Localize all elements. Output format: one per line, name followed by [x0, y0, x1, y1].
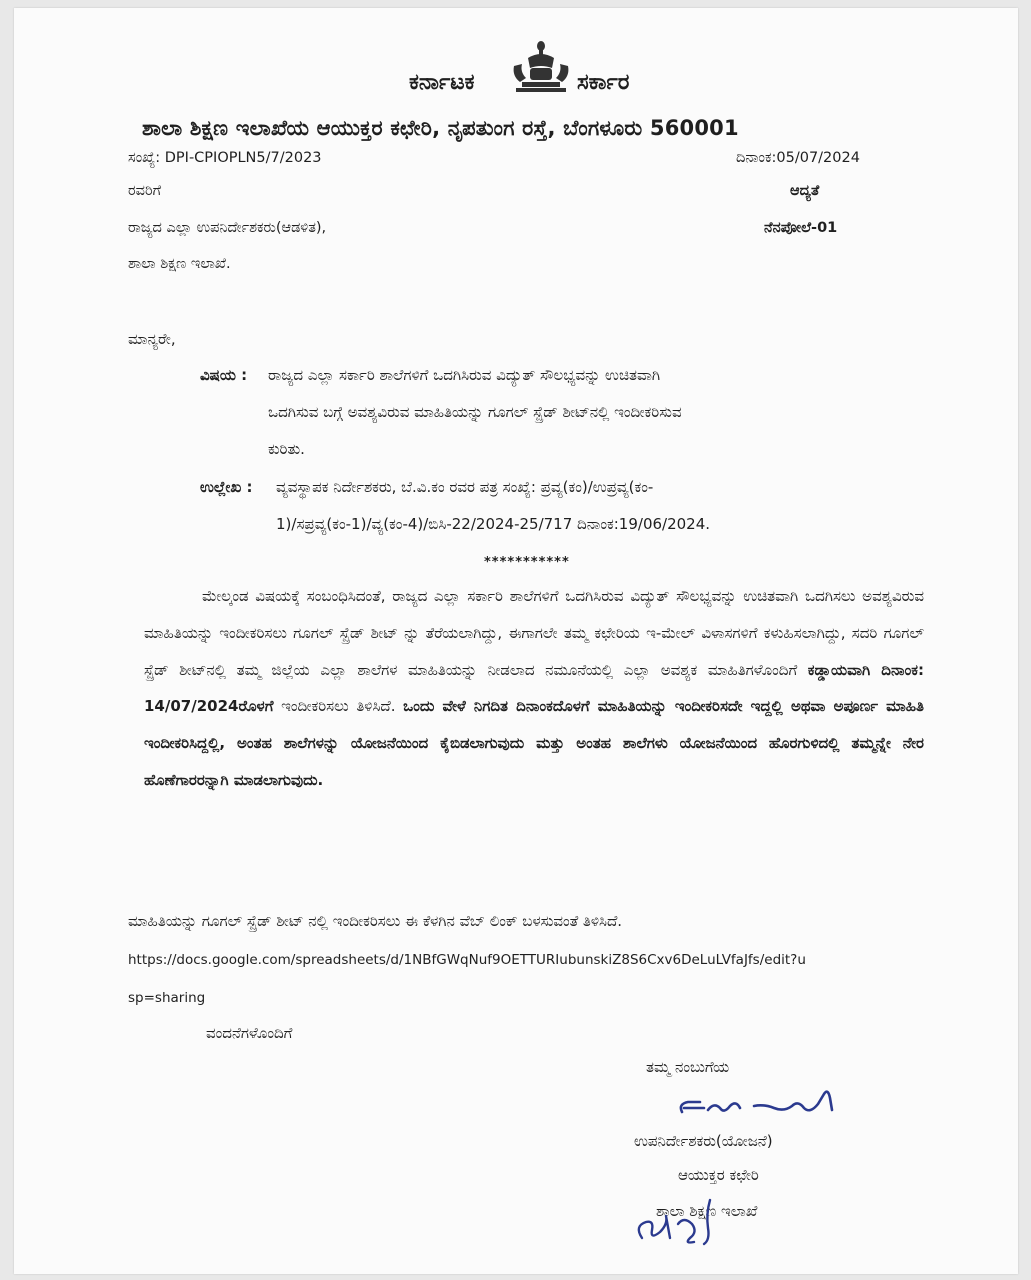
letter-page [14, 8, 1018, 1274]
yours-faithfully: ತಮ್ಮ ನಂಬುಗೆಯ [646, 1058, 730, 1076]
subject-line-2: ಒದಗಿಸುವ ಬಗ್ಗೆ ಅವಶ್ಯವಿರುವ ಮಾಹಿತಿಯನ್ನು ಗೂಗಲ್ ಸ್ಪ್ರೆಡ್ ಶೀಟ್‌ನಲ್ಲಿ ಇಂದೀಕರಿಸುವ [268, 403, 682, 421]
main-paragraph [144, 578, 924, 799]
subject-label: ವಿಷಯ : [200, 366, 248, 384]
reference-line-1: ವ್ಯವಸ್ಥಾಪಕ ನಿರ್ದೇಶಕರು, ಬೆ.ವಿ.ಕಂ ರವರ ಪತ್ರ ಸಂಖ್ಯೆ: ಪ್ರವ್ಯ(ಕಂ)/ಉಪ್ರವ್ಯ(ಕಂ- [276, 478, 654, 496]
signatory-designation: ಉಪನಿರ್ದೇಶಕರು(ಯೋಜನೆ) [634, 1132, 773, 1150]
office-title: ಶಾಲಾ ಶಿಕ್ಷಣ ಇಲಾಖೆಯ ಆಯುಕ್ತರ ಕಛೇರಿ, ನೃಪತುಂಗ ರಸ್ತೆ, ಬೆಂಗಳೂರು 560001 [142, 116, 739, 140]
warning-text: ಒಂದು ವೇಳೆ ನಿಗದಿತ ದಿನಾಂಕದೊಳಗೆ ಮಾಹಿತಿಯನ್ನು ಇಂದೀಕರಿಸದೇ ಇದ್ದಲ್ಲಿ ಅಥವಾ ಅಪೂರ್ಣ ಮಾಹಿತಿ ಇಂದೀಕರಿಸಿದ್ದಲ್ಲಿ, ಅಂತಹ ಶಾಲೆಗಳನ್ನು ಯೋಜನೆಯಿಂದ ಕೈಬಿಡಲಾಗುವುದು ಮತ್ತು ಅಂತಹ ಶಾಲೆಗಳು ಯೋಜನೆಯಿಂದ ಹೊರಗುಳಿದಲ್ಲಿ ತಮ್ಮನ್ನೇ ನೇರ ಹೊಣೆಗಾರರನ್ನಾಗಿ ಮಾಡಲಾಗುವುದು. [144, 697, 924, 789]
reference-number: ಸಂಖ್ಯೆ: DPI-CPIOPLN5/7/2023 [128, 150, 322, 166]
link-intro: ಮಾಹಿತಿಯನ್ನು ಗೂಗಲ್ ಸ್ಪ್ರೆಡ್ ಶೀಟ್ ನಲ್ಲಿ ಇಂದೀಕರಿಸಲು ಈ ಕೆಳಗಿನ ವೆಬ್ ಲಿಂಕ್ ಬಳಸುವಂತೆ ತಿಳಿಸಿದೆ. [128, 912, 623, 930]
from-label: ರವರಿಗೆ [128, 183, 162, 199]
paragraph-text-1: ಮೇಲ್ಕಂಡ ವಿಷಯಕ್ಕೆ ಸಂಬಂಧಿಸಿದಂತೆ, ರಾಜ್ಯದ ಎಲ್ಲಾ ಸರ್ಕಾರಿ ಶಾಲೆಗಳಿಗೆ ಒದಗಿಸಿರುವ ವಿದ್ಯುತ್ ಸೌಲಭ್ಯವನ್ನು ಉಚಿತವಾಗಿ ಒದಗಿಸಲು ಅವಶ್ಯವಿರುವ ಮಾಹಿತಿಯನ್ನು ಇಂದೀಕರಿಸಲು ಗೂಗಲ್ ಸ್ಪ್ರೆಡ್ ಶೀಟ್ ನ್ನು ತೆರೆಯಲಾಗಿದ್ದು, ಈಗಾಗಲೇ ತಮ್ಮ ಕಛೇರಿಯ ಇ-ಮೇಲ್ ವಿಳಾಸಗಳಿಗೆ ಕಳುಹಿಸಲಾಗಿದ್ದು, ಸದರಿ ಗೂಗಲ್ ಸ್ಪ್ರೆಡ್ ಶೀಟ್‌ನಲ್ಲಿ ತಮ್ಮ ಜಿಲ್ಲೆಯ ಎಲ್ಲಾ ಶಾಲೆಗಳ ಮಾಹಿತಿಯನ್ನು ನೀಡಲಾದ ನಮೂನೆಯಲ್ಲಿ ಎಲ್ಲಾ ಅವಶ್ಯಕ ಮಾಹಿತಿಗಳೊಂದಿಗೆ [144, 587, 924, 679]
salutation: ಮಾನ್ಯರೇ, [128, 330, 176, 348]
initials-signature [628, 1194, 732, 1250]
subject-line-3: ಕುರಿತು. [268, 440, 305, 458]
closing: ವಂದನೆಗಳೊಂದಿಗೆ [206, 1024, 293, 1042]
reminder-label: ನೆನಪೋಲೆ-01 [764, 220, 838, 236]
letter-date: ದಿನಾಂಕ:05/07/2024 [736, 150, 860, 166]
handwritten-signature [674, 1084, 850, 1124]
reference-line-2: 1)/ಸಪ್ರವ್ಯ(ಕಂ-1)/ವ್ಯ(ಕಂ-4)/ಬಿಸಿ-22/2024-25/717 ದಿನಾಂಕ:19/06/2024. [276, 515, 711, 533]
paragraph-text-2: ಇಂದೀಕರಿಸಲು ತಿಳಿಸಿದೆ. [273, 697, 404, 716]
subject-line-1: ರಾಜ್ಯದ ಎಲ್ಲಾ ಸರ್ಕಾರಿ ಶಾಲೆಗಳಿಗೆ ಒದಗಿಸಿರುವ ವಿದ್ಯುತ್ ಸೌಲಭ್ಯವನ್ನು ಉಚಿತವಾಗಿ [268, 366, 661, 384]
spreadsheet-link[interactable]: https://docs.google.com/spreadsheets/d/1NBfGWqNuf9OETTURIubunskiZ8S6Cxv6DeLuLVfaJfs/edit?u [128, 952, 806, 968]
deadline-text: ಕಡ್ಡಾಯವಾಗಿ ದಿನಾಂಕ: 14/07/2024ರೊಳಗೆ [144, 660, 924, 716]
priority-label: ಆದ್ಯತೆ [790, 183, 820, 199]
signatory-office: ಆಯುಕ್ತರ ಕಛೇರಿ [678, 1166, 759, 1184]
recipient-line-2: ಶಾಲಾ ಶಿಕ್ಷಣ ಇಲಾಖೆ. [128, 256, 231, 272]
spreadsheet-link-continued[interactable]: sp=sharing [128, 990, 206, 1006]
reference-label: ಉಲ್ಲೇಖ : [200, 478, 253, 496]
signatory-department: ಶಾಲಾ ಶಿಕ್ಷಣ ಇಲಾಖೆ [656, 1202, 758, 1220]
government-name-right: ಸರ್ಕಾರ [577, 70, 630, 95]
recipient-line-1: ರಾಜ್ಯದ ಎಲ್ಲಾ ಉಪನಿರ್ದೇಶಕರು(ಆಡಳಿತ), [128, 220, 327, 236]
government-name-left: ಕರ್ನಾಟಕ [409, 70, 475, 95]
separator-stars: *********** [484, 555, 570, 570]
state-emblem-icon [508, 38, 574, 94]
